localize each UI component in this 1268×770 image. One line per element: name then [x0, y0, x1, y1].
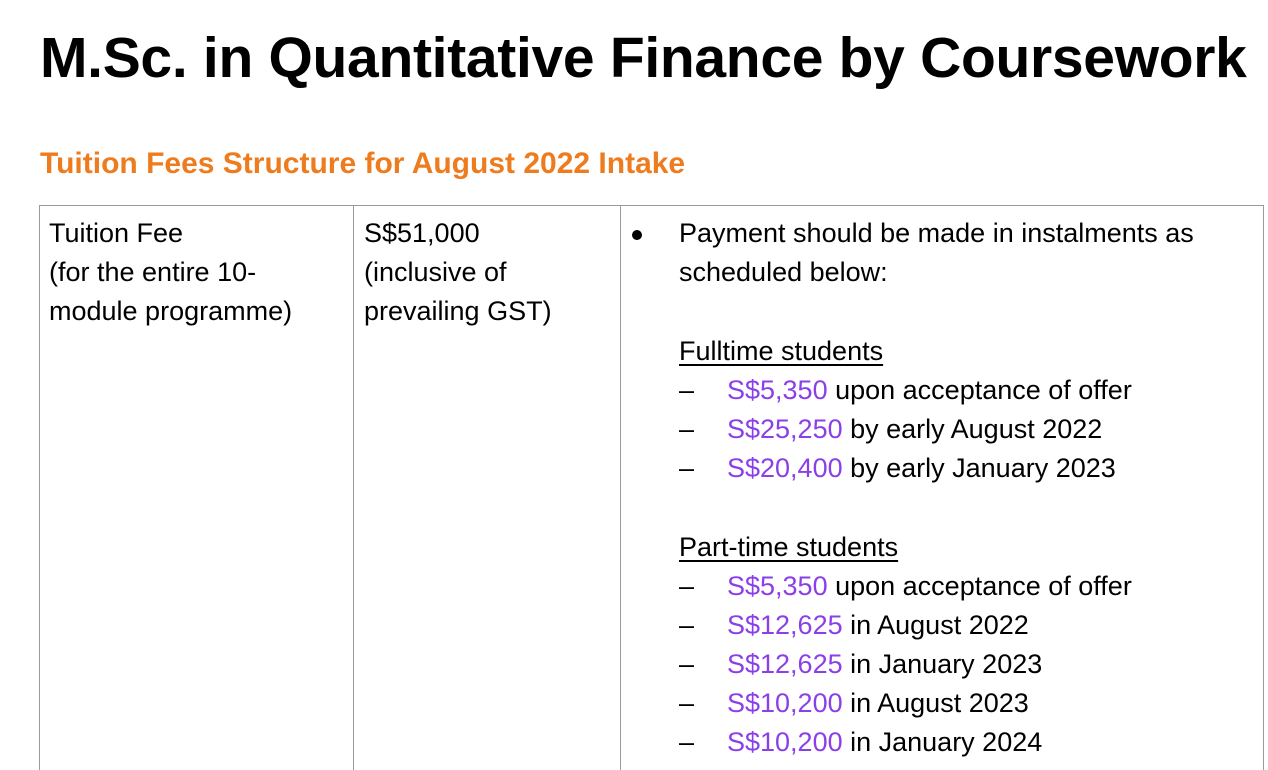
fee-label-line: Tuition Fee: [49, 218, 184, 248]
installment-item: [679, 606, 1194, 645]
installment-item: [679, 684, 1194, 723]
installment-text: by early January 2023: [842, 453, 1116, 483]
installment-text: in August 2022: [842, 610, 1029, 640]
installment-item: [679, 645, 1194, 684]
section-subtitle: Tuition Fees Structure for August 2022 Intake: [40, 147, 686, 180]
installment-text: upon acceptance of offer: [827, 375, 1132, 405]
installment-amount: S$12,625: [727, 649, 843, 679]
fee-amount-line: S$51,000: [364, 218, 480, 248]
installment-amount: S$10,200: [727, 688, 843, 718]
bullet-line: scheduled below:: [679, 257, 888, 287]
installment-text: upon acceptance of offer: [827, 571, 1132, 601]
dash-marker: –: [679, 649, 695, 679]
dash-marker: –: [679, 727, 695, 757]
fulltime-heading: [679, 332, 1194, 371]
installment-text: in January 2023: [842, 649, 1043, 679]
dash-marker: –: [679, 571, 695, 601]
installment-item: [679, 410, 1194, 449]
dash-marker: –: [679, 414, 695, 444]
dash-marker: –: [679, 375, 695, 405]
parttime-heading-text: Part-time students: [679, 532, 899, 562]
bullet-line: Payment should be made in instalments as: [679, 218, 1194, 248]
column-divider: [620, 206, 621, 770]
page-title: M.Sc. in Quantitative Finance by Coursework: [40, 26, 1247, 90]
installment-text: by early August 2022: [842, 414, 1103, 444]
installment-item: [679, 567, 1194, 606]
fee-label-cell: [49, 214, 292, 331]
installment-text: in January 2024: [842, 727, 1043, 757]
fee-amount-line: prevailing GST): [364, 296, 552, 326]
fulltime-heading-text: Fulltime students: [679, 336, 884, 366]
fee-table: [39, 205, 1264, 770]
column-divider: [353, 206, 354, 770]
parttime-heading: [679, 528, 1194, 567]
installment-text: in August 2023: [842, 688, 1029, 718]
fee-label-line: (for the entire 10-: [49, 257, 257, 287]
fee-label-line: module programme): [49, 296, 293, 326]
installment-amount: S$10,200: [727, 727, 843, 757]
installment-amount: S$20,400: [727, 453, 843, 483]
installment-amount: S$5,350: [727, 375, 828, 405]
installment-item: [679, 371, 1194, 410]
dash-marker: –: [679, 610, 695, 640]
dash-marker: –: [679, 453, 695, 483]
bullet-icon: [632, 230, 642, 240]
installment-amount: S$5,350: [727, 571, 828, 601]
installment-amount: S$25,250: [727, 414, 843, 444]
payment-notes-cell: [679, 214, 1194, 762]
installment-amount: S$12,625: [727, 610, 843, 640]
fee-amount-cell: [364, 214, 552, 331]
installment-item: [679, 449, 1194, 488]
installment-item: [679, 723, 1194, 762]
fee-amount-line: (inclusive of: [364, 257, 507, 287]
dash-marker: –: [679, 688, 695, 718]
